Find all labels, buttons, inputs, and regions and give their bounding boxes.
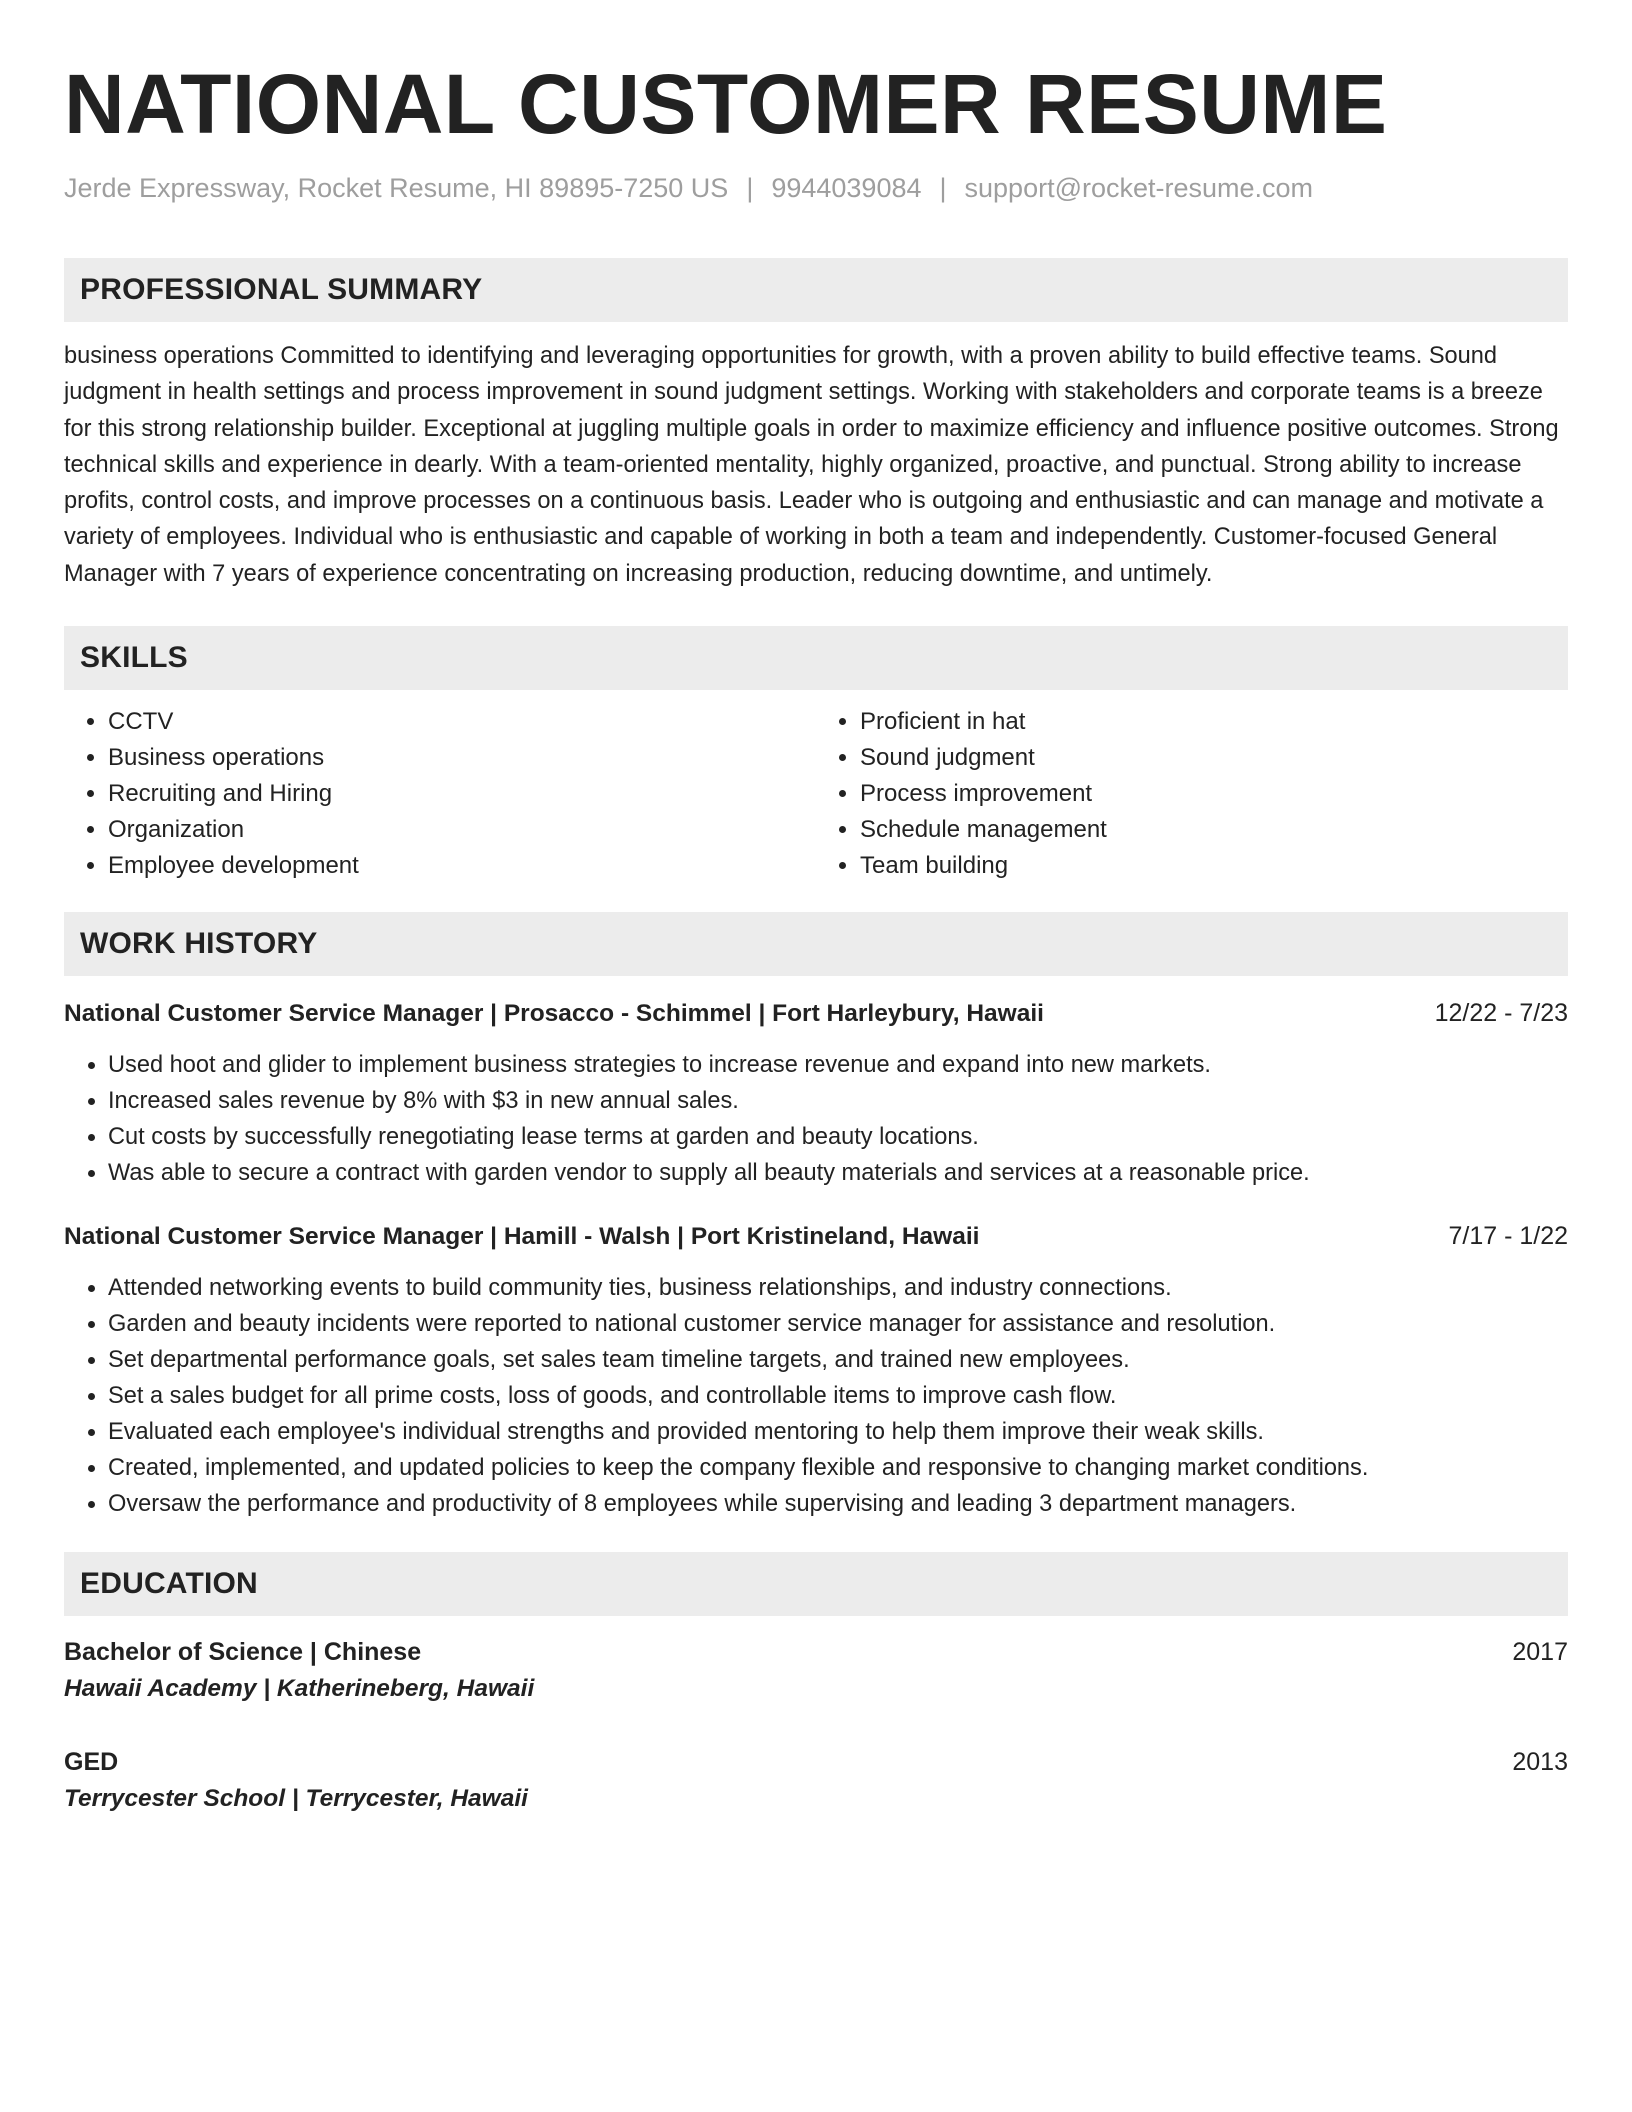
skill-item: • Business operations xyxy=(108,740,816,776)
summary-text: business operations Committed to identifying and leveraging opportunities for growth, with a proven ability to build effective teams. Sound judgment in health settings and process improvement in sound judgment settings. Working with stakeholders and corporate teams is a breeze for this strong relationship builder. Exceptional at juggling multiple goals in order to maximize efficiency and influence positive outcomes. Strong technical skills and experience in dearly. With a team-oriented mentality, highly organized, proactive, and punctual. Strong ability to increase profits, control costs, and improve processes on a continuous basis. Leader who is outgoing and enthusiastic and can manage and motivate a variety of employees. Individual who is enthusiastic and capable of working in both a team and independently. Customer-focused General Manager with 7 years of experience concentrating on increasing production, reducing downtime, and untimely. xyxy=(64,343,1559,587)
job-bullet: • Increased sales revenue by 8% with $3 in new annual sales. xyxy=(108,1083,1568,1119)
contact-email[interactable]: support@rocket-resume.com xyxy=(964,173,1314,203)
skill-item: • Process improvement xyxy=(860,776,1568,812)
contact-phone[interactable]: 9944039084 xyxy=(771,173,922,203)
section-heading-education: EDUCATION xyxy=(64,1552,1568,1616)
education-degree: GED xyxy=(64,1748,119,1777)
job-header xyxy=(64,1219,1568,1254)
skill-item: • Team building xyxy=(860,848,1568,884)
skill-item: • Employee development xyxy=(108,848,816,884)
education-header xyxy=(64,1634,1568,1670)
skills-column-right xyxy=(816,704,1568,884)
contact-line xyxy=(64,170,1568,206)
skill-item: • Sound judgment xyxy=(860,740,1568,776)
contact-address: Jerde Expressway, Rocket Resume, HI 89895-7250 US xyxy=(64,173,729,203)
job-entry xyxy=(64,996,1568,1191)
job-bullets xyxy=(64,1270,1568,1522)
education-entry xyxy=(64,1634,1568,1708)
job-dates: 12/22 - 7/23 xyxy=(1434,999,1568,1028)
job-bullet: • Cut costs by successfully renegotiating lease terms at garden and beauty locations. xyxy=(108,1119,1568,1155)
contact-separator: | xyxy=(746,173,754,203)
education-school: Hawaii Academy | Katherineberg, Hawaii xyxy=(64,1675,535,1703)
education-entry xyxy=(64,1744,1568,1818)
job-entry xyxy=(64,1219,1568,1522)
job-bullet: • Attended networking events to build community ties, business relationships, and industry connections. xyxy=(108,1270,1568,1306)
job-title: National Customer Service Manager | Prosacco - Schimmel | Fort Harleybury, Hawaii xyxy=(64,1000,1044,1028)
job-bullet: • Used hoot and glider to implement business strategies to increase revenue and expand into new markets. xyxy=(108,1047,1568,1083)
job-dates: 7/17 - 1/22 xyxy=(1448,1222,1568,1251)
section-heading-work-history: WORK HISTORY xyxy=(64,912,1568,976)
education-header xyxy=(64,1744,1568,1780)
job-bullet: • Created, implemented, and updated policies to keep the company flexible and responsive to changing market conditions. xyxy=(108,1450,1568,1486)
education-degree: Bachelor of Science | Chinese xyxy=(64,1638,422,1667)
resume-title: NATIONAL CUSTOMER RESUME xyxy=(64,57,1388,151)
skills-column-left xyxy=(64,704,816,884)
skill-item: • Recruiting and Hiring xyxy=(108,776,816,812)
skills-list xyxy=(64,704,1568,884)
skill-item: • Organization xyxy=(108,812,816,848)
skill-item: • Proficient in hat xyxy=(860,704,1568,740)
job-bullet: • Garden and beauty incidents were reported to national customer service manager for assistance and resolution. xyxy=(108,1306,1568,1342)
job-title: National Customer Service Manager | Hamill - Walsh | Port Kristineland, Hawaii xyxy=(64,1223,980,1251)
section-heading-summary: PROFESSIONAL SUMMARY xyxy=(64,258,1568,322)
skill-item: • CCTV xyxy=(108,704,816,740)
job-bullet: • Oversaw the performance and productivity of 8 employees while supervising and leading 3 department managers. xyxy=(108,1486,1568,1522)
skill-item: • Schedule management xyxy=(860,812,1568,848)
job-bullet: • Set departmental performance goals, set sales team timeline targets, and trained new employees. xyxy=(108,1342,1568,1378)
job-bullet: • Set a sales budget for all prime costs, loss of goods, and controllable items to improve cash flow. xyxy=(108,1378,1568,1414)
job-bullets xyxy=(64,1047,1568,1191)
education-school: Terrycester School | Terrycester, Hawaii xyxy=(64,1785,528,1813)
job-bullet: • Evaluated each employee's individual strengths and provided mentoring to help them improve their weak skills. xyxy=(108,1414,1568,1450)
job-header xyxy=(64,996,1568,1031)
education-year: 2013 xyxy=(1512,1748,1568,1777)
contact-separator: | xyxy=(939,173,947,203)
education-year: 2017 xyxy=(1512,1638,1568,1667)
section-heading-skills: SKILLS xyxy=(64,626,1568,690)
job-bullet: • Was able to secure a contract with garden vendor to supply all beauty materials and services at a reasonable price. xyxy=(108,1155,1568,1191)
